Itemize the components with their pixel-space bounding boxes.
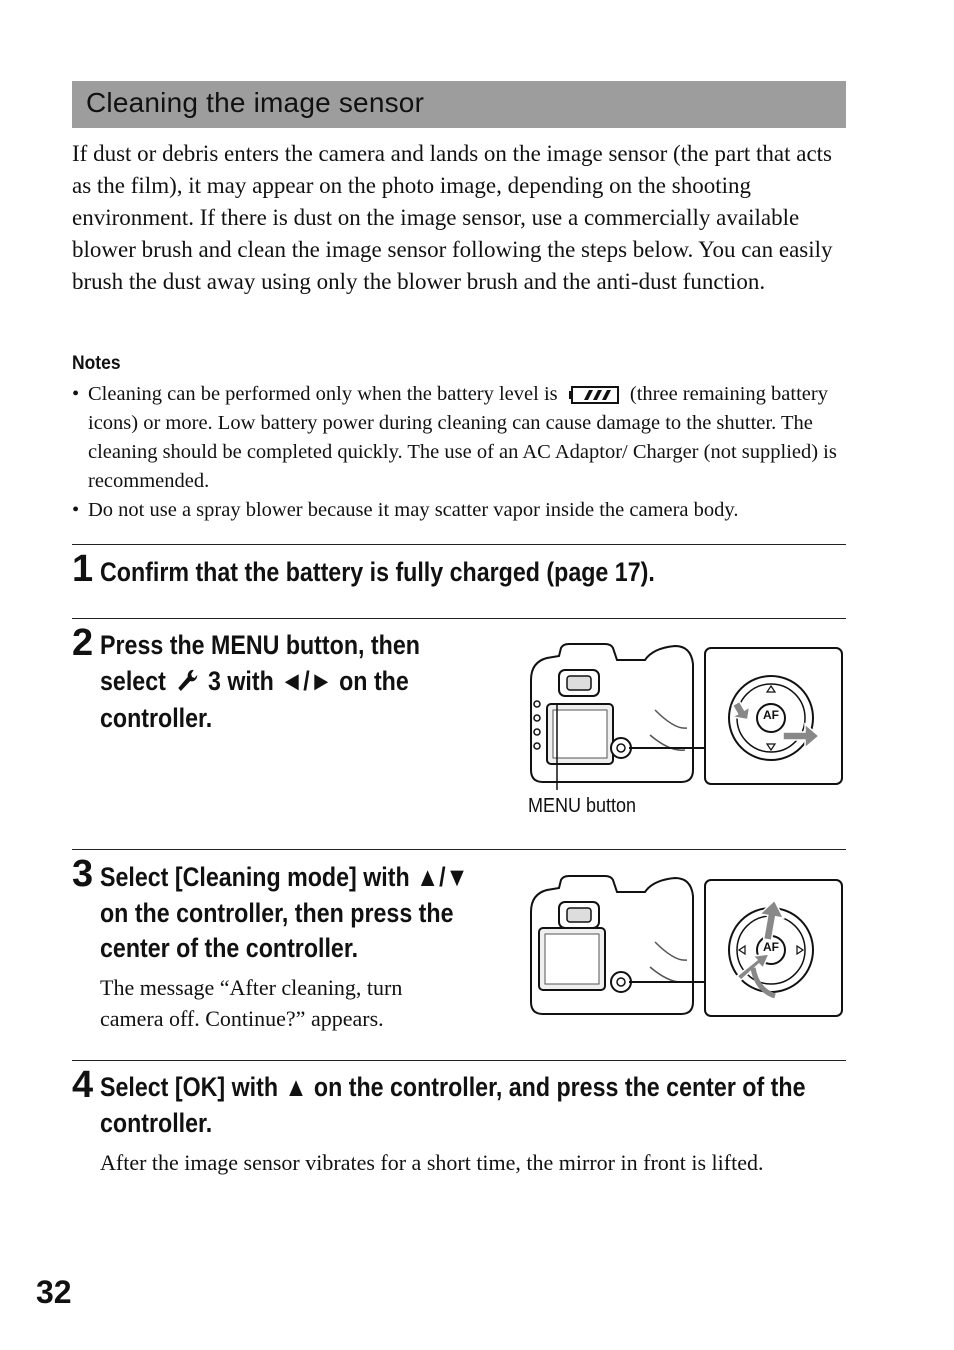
bullet: • xyxy=(72,383,80,405)
step-title xyxy=(100,860,513,967)
notes-heading: Notes xyxy=(72,353,121,374)
note-text: Do not use a spray blower because it may scatter vapor inside the camera body. xyxy=(88,499,739,521)
intro-paragraph: If dust or debris enters the camera and lands on the image sensor (the part that acts as the film), it may appear on the photo image, depending on the shooting environment. If there is dust on the image sensor, use a commercially available blower brush and clean the image sensor following the steps below. You can easily brush the dust away using only the blower brush and the anti-dust function. xyxy=(72,141,833,294)
note-text: Cleaning can be performed only when the battery level is xyxy=(88,383,558,405)
step-title-line: on the controller, then press the xyxy=(100,897,454,928)
step-title-line: Select [Cleaning mode] with ▲/▼ xyxy=(100,862,469,892)
battery-three-bars-icon xyxy=(569,384,619,402)
step-divider xyxy=(72,1060,846,1061)
step-title-line: select 3 with ◄/► on the xyxy=(100,664,496,702)
section-header-bar xyxy=(72,81,846,128)
step-title: Confirm that the battery is fully charged (page 17). xyxy=(100,557,655,587)
section-title: Cleaning the image sensor xyxy=(86,87,425,118)
note-item xyxy=(72,496,846,525)
camera-back-illustration xyxy=(525,640,847,790)
af-label: AF xyxy=(763,708,779,722)
step-divider xyxy=(72,618,846,619)
step-divider xyxy=(72,544,846,545)
step-title-line: Press the MENU button, then xyxy=(100,630,420,660)
step-title xyxy=(100,628,496,737)
step-number: 3 xyxy=(72,853,94,895)
step-title-line: controller. xyxy=(100,1107,213,1138)
bullet: • xyxy=(72,499,80,521)
step-body: After the image sensor vibrates for a short time, the mirror in front is lifted. xyxy=(100,1150,764,1175)
step-title xyxy=(100,1070,848,1141)
menu-button-caption: MENU button xyxy=(528,795,637,817)
note-text: (three remaining battery icons) or more. Low battery power during cleaning can cause damage to the shutter. The cleaning should be completed quickly. The use of an AC Adaptor/ Charger (not supplied) is recommended. xyxy=(88,383,837,492)
step-number: 2 xyxy=(72,622,94,664)
note-item xyxy=(72,380,846,496)
af-label: AF xyxy=(763,940,779,954)
step-body: The message “After cleaning, turn camera off. Continue?” appears. xyxy=(100,975,403,1031)
step-title-line: controller. xyxy=(100,703,213,733)
step-title-line: Select [OK] with ▲ on the controller, and press the center of the xyxy=(100,1072,806,1102)
step-divider xyxy=(72,849,846,850)
step-number: 1 xyxy=(72,548,94,590)
page-number: 32 xyxy=(36,1274,72,1310)
camera-back-illustration xyxy=(525,872,847,1022)
notes-list xyxy=(72,380,846,525)
wrench-icon xyxy=(176,666,198,702)
step-number: 4 xyxy=(72,1064,94,1106)
step-title-line: center of the controller. xyxy=(100,933,359,963)
